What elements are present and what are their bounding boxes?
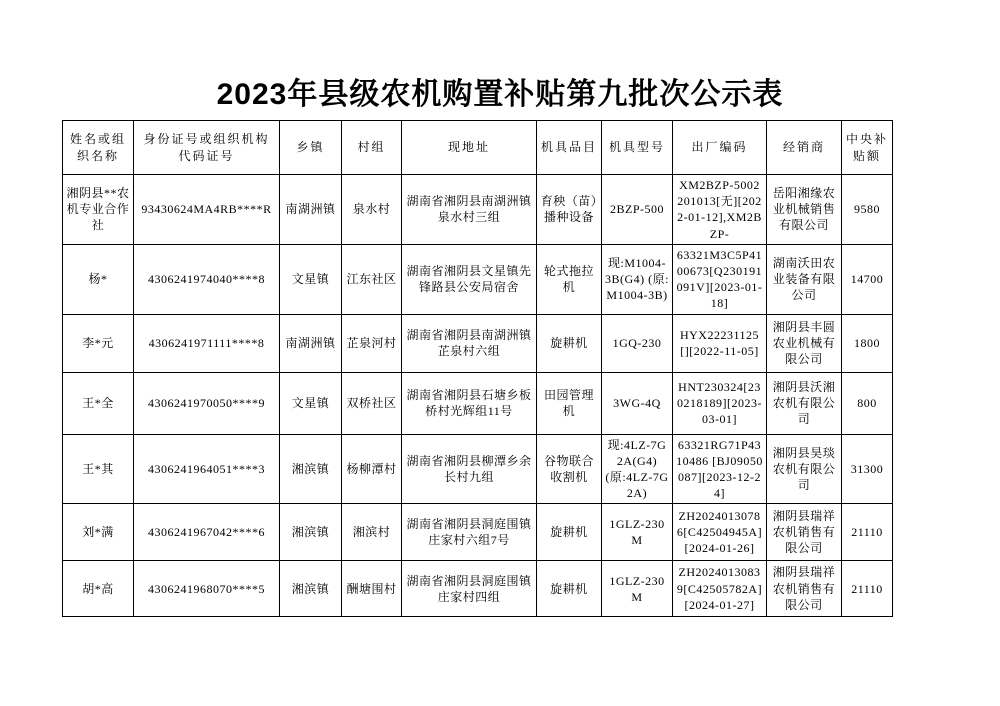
- cell-dealer: 岳阳湘缘农业机械销售有限公司: [767, 175, 842, 245]
- cell-address: 湖南省湘阴县文星镇先锋路县公安局宿舍: [402, 244, 537, 314]
- cell-address: 湖南省湘阴县石塘乡板桥村光辉组11号: [402, 372, 537, 434]
- cell-township: 文星镇: [280, 372, 342, 434]
- cell-name: 王*其: [63, 434, 134, 504]
- cell-dealer: 湘阴县丰圆农业机械有限公司: [767, 314, 842, 372]
- cell-factory-code: 63321M3C5P4100673[Q230191091V][2023-01-18]: [673, 244, 767, 314]
- header-township: 乡镇: [280, 121, 342, 175]
- cell-village: 杨柳潭村: [342, 434, 402, 504]
- cell-subsidy-amount: 1800: [842, 314, 893, 372]
- cell-machine-category: 谷物联合收割机: [537, 434, 602, 504]
- cell-factory-code: ZH20240130786[C42504945A][2024-01-26]: [673, 504, 767, 561]
- cell-machine-model: 1GLZ-230M: [602, 561, 673, 617]
- cell-township: 南湖洲镇: [280, 175, 342, 245]
- cell-address: 湖南省湘阴县洞庭围镇庄家村六组7号: [402, 504, 537, 561]
- subsidy-table: [62, 120, 893, 617]
- cell-village: 江东社区: [342, 244, 402, 314]
- cell-machine-category: 田园管理机: [537, 372, 602, 434]
- cell-village: 湘滨村: [342, 504, 402, 561]
- cell-village: 双桥社区: [342, 372, 402, 434]
- cell-machine-model: 1GQ-230: [602, 314, 673, 372]
- cell-machine-model: 现:4LZ-7G2A(G4) (原:4LZ-7G2A): [602, 434, 673, 504]
- cell-factory-code: ZH20240130839[C42505782A][2024-01-27]: [673, 561, 767, 617]
- header-dealer: 经销商: [767, 121, 842, 175]
- cell-dealer: 湘阴县瑞祥农机销售有限公司: [767, 504, 842, 561]
- cell-name: 湘阴县**农机专业合作社: [63, 175, 134, 245]
- cell-machine-model: 2BZP-500: [602, 175, 673, 245]
- table-row: [63, 372, 893, 434]
- cell-subsidy-amount: 800: [842, 372, 893, 434]
- cell-township: 文星镇: [280, 244, 342, 314]
- cell-subsidy-amount: 31300: [842, 434, 893, 504]
- cell-name: 刘*满: [63, 504, 134, 561]
- header-machine-category: 机具品目: [537, 121, 602, 175]
- table-row: [63, 175, 893, 245]
- table-row: [63, 561, 893, 617]
- cell-township: 湘滨镇: [280, 434, 342, 504]
- cell-factory-code: 63321RG71P4310486 [BJ09050087][2023-12-24]: [673, 434, 767, 504]
- header-name: 姓名或组织名称: [63, 121, 134, 175]
- table-row: [63, 314, 893, 372]
- cell-name: 王*全: [63, 372, 134, 434]
- cell-id-number: 93430624MA4RB****R: [134, 175, 280, 245]
- cell-factory-code: HYX22231125[][2022-11-05]: [673, 314, 767, 372]
- cell-address: 湖南省湘阴县南湖洲镇泉水村三组: [402, 175, 537, 245]
- cell-id-number: 4306241964051****3: [134, 434, 280, 504]
- table-row: [63, 244, 893, 314]
- cell-id-number: 4306241967042****6: [134, 504, 280, 561]
- cell-machine-model: 3WG-4Q: [602, 372, 673, 434]
- cell-village: 芷泉河村: [342, 314, 402, 372]
- cell-machine-model: 现:M1004-3B(G4) (原:M1004-3B): [602, 244, 673, 314]
- page-title: 2023年县级农机购置补贴第九批次公示表: [216, 78, 784, 111]
- cell-machine-category: 旋耕机: [537, 561, 602, 617]
- cell-machine-category: 旋耕机: [537, 314, 602, 372]
- cell-name: 杨*: [63, 244, 134, 314]
- cell-dealer: 湘阴县昊琰农机有限公司: [767, 434, 842, 504]
- cell-id-number: 4306241974040****8: [134, 244, 280, 314]
- header-machine-model: 机具型号: [602, 121, 673, 175]
- cell-id-number: 4306241968070****5: [134, 561, 280, 617]
- cell-machine-category: 旋耕机: [537, 504, 602, 561]
- cell-village: 酬塘围村: [342, 561, 402, 617]
- cell-machine-model: 1GLZ-230M: [602, 504, 673, 561]
- cell-address: 湖南省湘阴县柳潭乡余长村九组: [402, 434, 537, 504]
- cell-id-number: 4306241971111****8: [134, 314, 280, 372]
- header-factory-code: 出厂编码: [673, 121, 767, 175]
- header-id-number: 身份证号或组织机构代码证号: [134, 121, 280, 175]
- table-row: [63, 434, 893, 504]
- cell-address: 湖南省湘阴县洞庭围镇庄家村四组: [402, 561, 537, 617]
- cell-township: 南湖洲镇: [280, 314, 342, 372]
- cell-dealer: 湖南沃田农业装备有限公司: [767, 244, 842, 314]
- cell-dealer: 湘阴县瑞祥农机销售有限公司: [767, 561, 842, 617]
- cell-village: 泉水村: [342, 175, 402, 245]
- cell-address: 湖南省湘阴县南湖洲镇芷泉村六组: [402, 314, 537, 372]
- table-header-row: [63, 121, 893, 175]
- cell-township: 湘滨镇: [280, 504, 342, 561]
- cell-subsidy-amount: 9580: [842, 175, 893, 245]
- cell-id-number: 4306241970050****9: [134, 372, 280, 434]
- cell-factory-code: XM2BZP-5002201013[无][2022-01-12],XM2BZP-: [673, 175, 767, 245]
- cell-name: 李*元: [63, 314, 134, 372]
- header-address: 现地址: [402, 121, 537, 175]
- cell-factory-code: HNT230324[230218189][2023-03-01]: [673, 372, 767, 434]
- table-row: [63, 504, 893, 561]
- cell-machine-category: 育秧（苗）播种设备: [537, 175, 602, 245]
- cell-subsidy-amount: 14700: [842, 244, 893, 314]
- cell-subsidy-amount: 21110: [842, 504, 893, 561]
- cell-name: 胡*高: [63, 561, 134, 617]
- cell-dealer: 湘阴县沃湘农机有限公司: [767, 372, 842, 434]
- cell-machine-category: 轮式拖拉机: [537, 244, 602, 314]
- cell-township: 湘滨镇: [280, 561, 342, 617]
- table-container: [62, 120, 894, 617]
- cell-subsidy-amount: 21110: [842, 561, 893, 617]
- header-subsidy-amount: 中央补贴额: [842, 121, 893, 175]
- header-village: 村组: [342, 121, 402, 175]
